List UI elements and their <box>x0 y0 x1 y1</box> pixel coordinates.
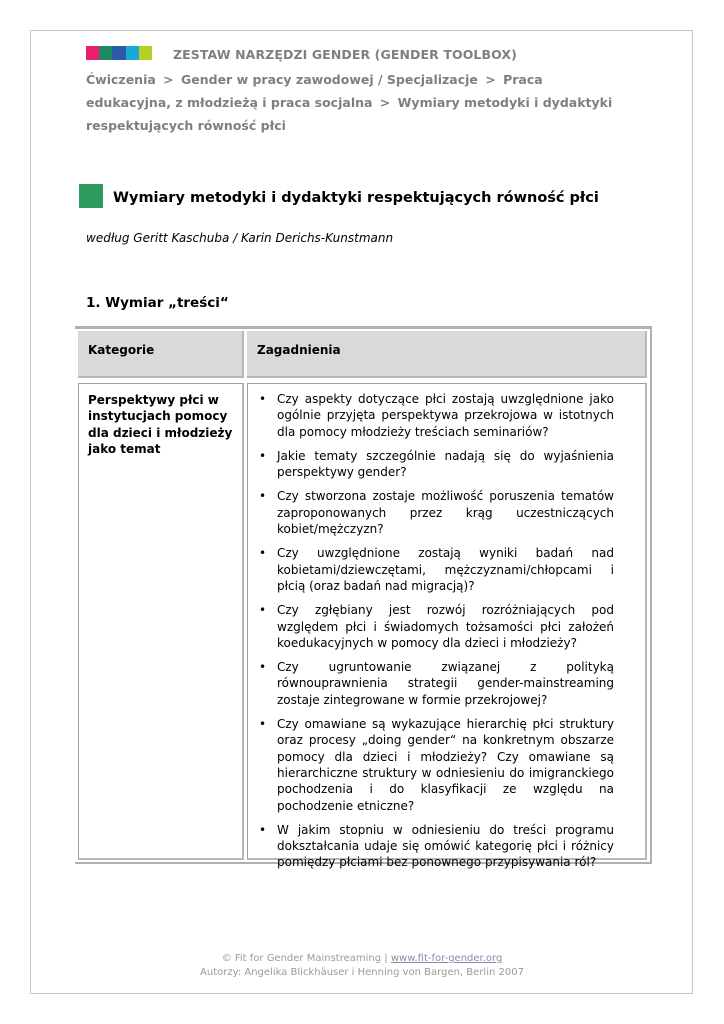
topics-table <box>75 326 652 870</box>
logo-bar-5 <box>139 46 152 60</box>
breadcrumb-item[interactable]: Ćwiczenia <box>86 72 156 87</box>
logo <box>86 46 152 60</box>
toolbox-title: ZESTAW NARZĘDZI GENDER (GENDER TOOLBOX) <box>173 47 517 62</box>
topic-text: Jakie tematy szczególnie nadają się do wyjaśnienia perspektywy gender? <box>277 448 614 480</box>
category-text: Perspektywy płci w instytucjach pomocy dla dzieci i młodzieży jako temat <box>88 393 233 456</box>
topic-text: W jakim stopniu w odniesieniu do treści programu dokształcania udaje się omówić kategorię płci i różnicy pomiędzy płciami bez ponownego przypisywania ról? <box>277 822 614 870</box>
topic-text: Czy ugruntowanie związanej z polityką równouprawnienia strategii gender-mainstreaming zostaje zintegrowane w formie przekrojowej? <box>277 660 614 707</box>
list-item <box>248 488 646 537</box>
table-header-kategorie: Kategorie <box>78 331 244 378</box>
bullet-icon: • <box>259 448 267 463</box>
heading-square-icon <box>79 184 103 208</box>
topic-text: Czy uwzględnione zostają wyniki badań nad kobietami/dziewczętami, mężczyznami/chłopcami i płcią (oraz badań nad migracją)? <box>277 546 614 593</box>
topic-text: Czy zgłębiany jest rozwój rozróżniających pod względem płci i świadomych tożsamości płci założeń koedukacyjnych w pomocy dla dzieci i młodzieży? <box>277 603 614 650</box>
topic-text: Czy stworzona zostaje możliwość poruszenia tematów zaproponowanych przez krąg uczestniczących kobiet/mężczyzn? <box>277 489 614 537</box>
page-subtitle: według Geritt Kaschuba / Karin Derichs-Kunstmann <box>86 231 394 245</box>
list-item <box>248 716 646 814</box>
table-cell-topics <box>247 383 647 870</box>
logo-bar-2 <box>99 46 112 60</box>
breadcrumb-item[interactable]: Gender w pracy zawodowej / Specjalizacje <box>181 72 478 87</box>
topic-text: Czy aspekty dotyczące płci zostają uwzględnione jako ogólnie przyjęta perspektywa przekrojowa w istotnych dla pomocy młodzieży treściach seminariów? <box>277 392 614 439</box>
bullet-icon: • <box>259 660 267 675</box>
table-border-right <box>650 326 652 864</box>
logo-bar-4 <box>126 46 139 60</box>
breadcrumb <box>86 68 626 137</box>
bullet-icon: • <box>259 489 267 504</box>
topic-text: Czy omawiane są wykazujące hierarchię płci struktury oraz procesy „doing gender“ na konkretnym obszarze pomocy dla dzieci i młodzieży? Czy omawiane są hierarchiczne struktury w odniesieniu do imigranckiego pochodzenia i do klasyfikacji ze względu na pochodzenie etniczne? <box>277 717 614 813</box>
topic-list <box>248 391 646 879</box>
footer-authors: Autorzy: Angelika Blickhäuser i Henning von Bargen, Berlin 2007 <box>200 967 524 978</box>
list-item <box>248 659 646 708</box>
list-item <box>248 545 646 594</box>
list-item <box>248 602 646 651</box>
bullet-icon: • <box>259 392 267 406</box>
breadcrumb-separator: > <box>379 95 391 110</box>
footer-link[interactable]: www.fit-for-gender.org <box>390 953 503 964</box>
bullet-icon: • <box>259 717 267 732</box>
footer-copyright-text: © Fit for Gender Mainstreaming | <box>221 953 388 964</box>
section-title: 1. Wymiar „treści“ <box>86 295 229 311</box>
list-item <box>248 391 646 440</box>
list-item <box>248 822 646 871</box>
bullet-icon: • <box>259 822 267 837</box>
table-border-top <box>75 326 652 329</box>
footer-copyright <box>0 953 724 964</box>
table-header-zagadnienia: Zagadnienia <box>247 331 647 378</box>
logo-bar-3 <box>112 46 125 60</box>
breadcrumb-item-current: Wymiary metodyki i dydaktyki respektujących równość płci <box>86 95 613 133</box>
bullet-icon: • <box>259 546 267 561</box>
table-cell-category <box>78 383 244 860</box>
list-item <box>248 448 646 481</box>
logo-bar-1 <box>86 46 99 60</box>
breadcrumb-separator: > <box>163 72 174 87</box>
breadcrumb-item[interactable]: Praca edukacyjna, z młodzieżą i praca socjalna <box>86 72 543 110</box>
breadcrumb-separator: > <box>485 72 496 87</box>
page-title: Wymiary metodyki i dydaktyki respektujących równość płci <box>113 190 599 206</box>
bullet-icon: • <box>259 603 267 618</box>
